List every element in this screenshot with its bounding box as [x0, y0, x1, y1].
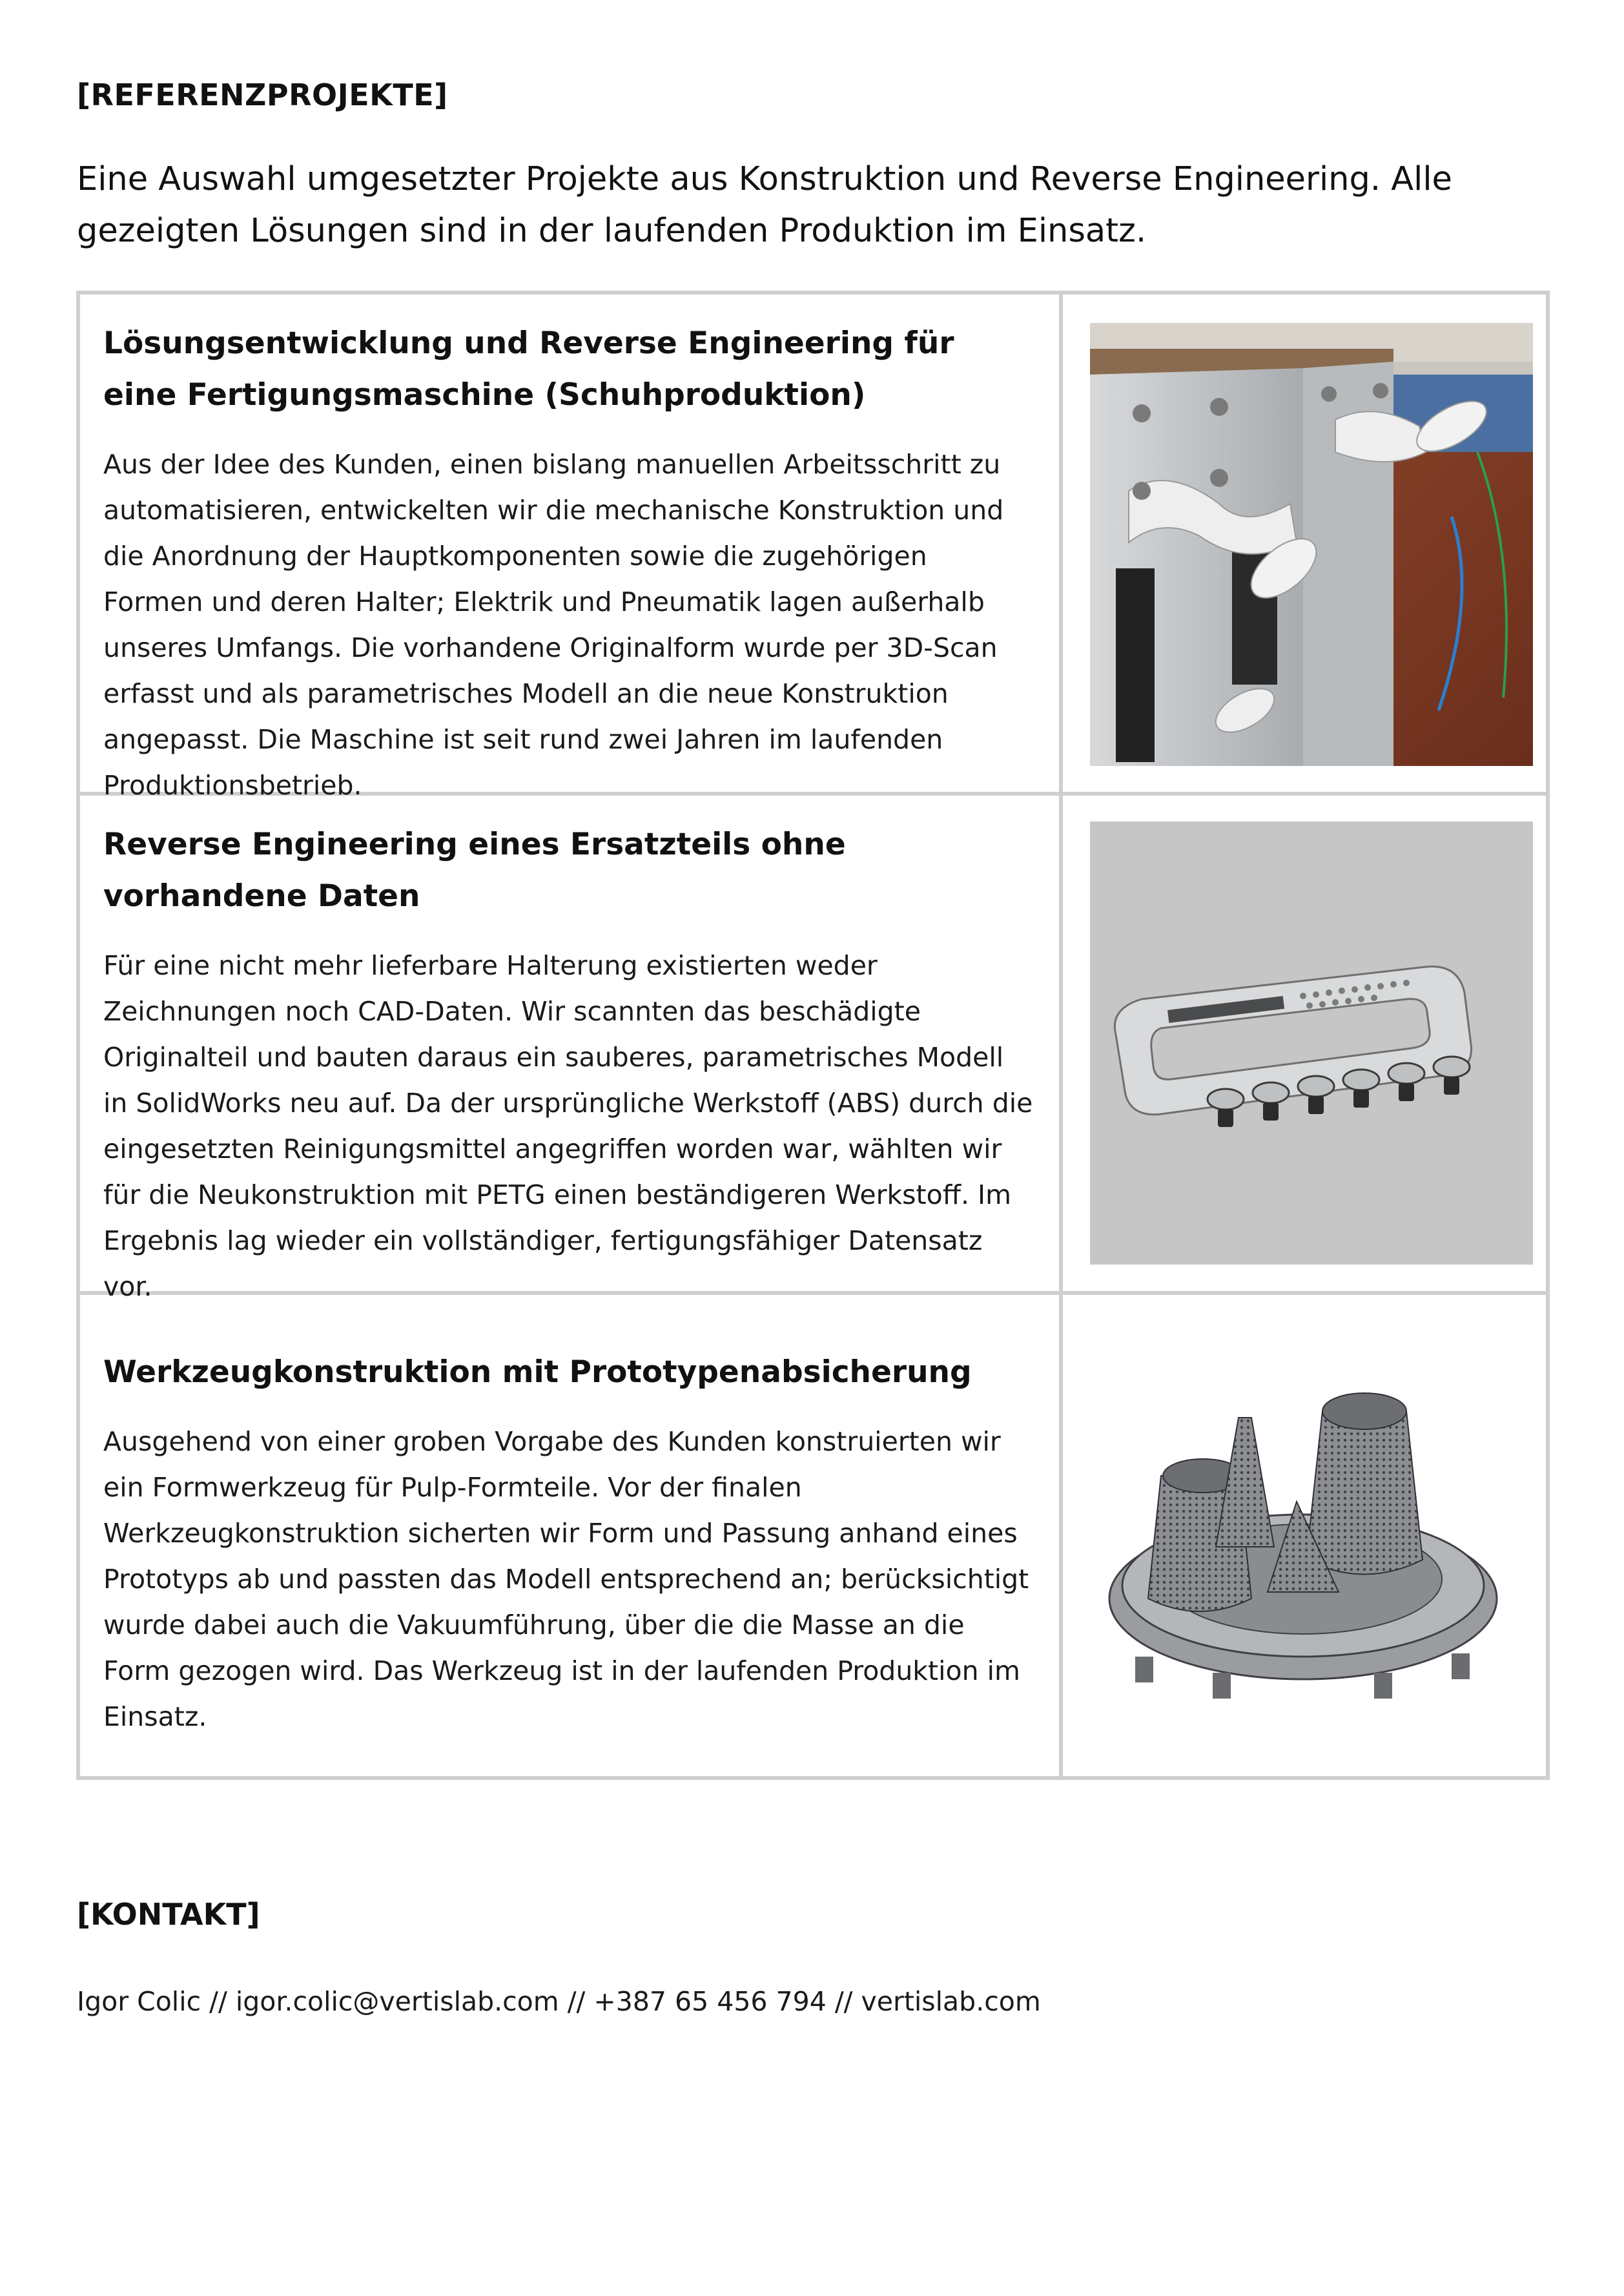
project-description: Für eine nicht mehr lieferbare Halterung existierten weder Zeichnungen noch CAD-Daten. Wir scannten das beschädigte Originalteil und bauten daraus ein sauberes, parametrisches Modell in SolidWorks neu auf. Da der ursprüngliche Werkstoff (ABS) durch die eingesetzten Reinigungsmittel angegriffen worden war, wählten wir für die Neukonstruktion mit PETG einen beständigeren Werkstoff. Im Ergebnis lag wieder ein vollständiger, fertigungsfähiger Datensatz vor.	[103, 950, 1033, 1302]
intro-text: Eine Auswahl umgesetzter Projekte aus Konstruktion und Reverse Engineering. Alle gezeigten Lösungen sind in der laufenden Produktion im Einsatz.	[77, 160, 1452, 250]
project-image-cell	[1067, 796, 1546, 1291]
machine-photo	[1090, 323, 1533, 766]
project-description: Aus der Idee des Kunden, einen bislang manuellen Arbeitsschritt zu automatisieren, entwickelten wir die mechanische Konstruktion und die Anordnung der Hauptkomponenten sowie die zugehörigen Formen und deren Halter; Elektrik und Pneumatik lagen außerhalb unseres Umfangs. Die vorhandene Originalform wurde per 3D-Scan erfasst und als parametrisches Modell an die neue Konstruktion angepasst. Die Maschine ist seit rund zwei Jahren im laufenden Produktionsbetrieb.	[103, 449, 1004, 801]
project-row	[80, 1295, 1546, 1776]
projects-table	[76, 291, 1550, 1780]
project-image-cell	[1067, 1295, 1546, 1776]
project-row	[80, 796, 1546, 1302]
contact-line: Igor Colic // igor.colic@vertislab.com // +387 65 456 794 // vertislab.com	[77, 1986, 1041, 2017]
section-heading-kontakt: [KONTAKT]	[77, 1897, 260, 1932]
project-image-cell	[1067, 295, 1546, 792]
project-row	[80, 295, 1546, 801]
project-title: Werkzeugkonstruktion mit Prototypenabsicherung	[103, 1354, 972, 1390]
pulp-mold-render	[1090, 1314, 1533, 1757]
project-text-cell	[80, 295, 1063, 801]
project-title: Lösungsentwicklung und Reverse Engineering für eine Fertigungsmaschine (Schuhproduktion)	[103, 326, 954, 413]
cad-bracket-render	[1090, 822, 1533, 1265]
project-description: Ausgehend von einer groben Vorgabe des Kunden konstruierten wir ein Formwerkzeug für Pulp-Formteile. Vor der finalen Werkzeugkonstruktion sicherten wir Form und Passung anhand eines Prototyps ab und passten das Modell entsprechend an; berücksichtigt wurde dabei auch die Vakuumführung, über die die Masse an die Form gezogen wird. Das Werkzeug ist in der laufenden Produktion im Einsatz.	[103, 1426, 1029, 1732]
project-title: Reverse Engineering eines Ersatzteils ohne vorhandene Daten	[103, 827, 846, 914]
project-text-cell	[80, 796, 1063, 1302]
section-heading-referenzprojekte: [REFERENZPROJEKTE]	[77, 78, 448, 112]
project-text-cell	[80, 1295, 1063, 1776]
